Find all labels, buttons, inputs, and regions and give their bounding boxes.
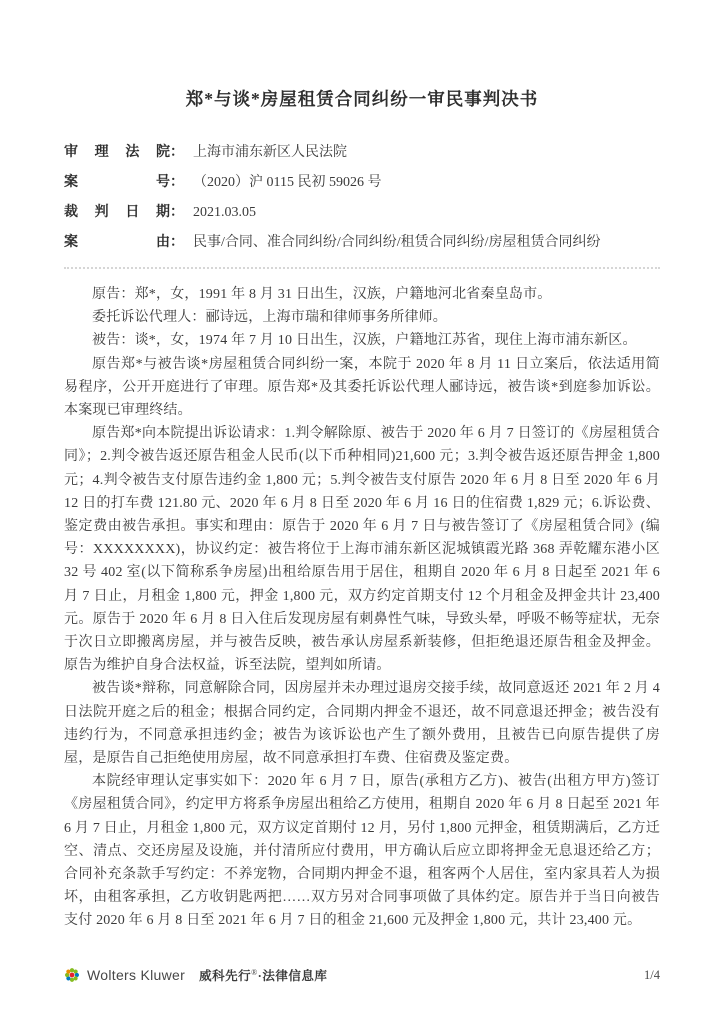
product-name xyxy=(199,966,327,984)
meta-label-case-number: 案号 xyxy=(64,175,170,190)
product-name-suffix: ·法律信息库 xyxy=(257,969,328,983)
paragraph-plaintiff-agent: 委托诉讼代理人：郦诗远，上海市瑞和律师事务所律师。 xyxy=(92,310,447,326)
meta-colon: ： xyxy=(170,235,184,250)
paragraph-defendant-defense: 被告谈*辩称，同意解除合同，因房屋并未办理过退房交接手续，故同意返还 2021 年 2 月 4 日法院开庭之后的租金；根据合同约定，合同期内押金不退还，故不同意退还押金；被告没有违约行为，不同意承担违约金；被告为该诉讼也产生了额外费用，且被告已向原告提供了房屋，是原告自己拒绝使用房屋，故不同意承担打车费、住宿费及鉴定费。 xyxy=(64,681,660,767)
meta-label-cause-of-action: 案由 xyxy=(64,235,170,250)
meta-value-court: 上海市浦东新区人民法院 xyxy=(193,145,347,160)
paragraph-defendant: 被告：谈*，女，1974 年 7 月 10 日出生，汉族，户籍地江苏省，现住上海市浦东新区。 xyxy=(92,333,637,349)
page-footer xyxy=(64,966,660,984)
meta-row-cause-of-action xyxy=(64,228,660,258)
meta-value-cause-of-action: 民事/合同、准合同纠纷/合同纠纷/租赁合同纠纷/房屋租赁合同纠纷 xyxy=(193,235,601,250)
meta-colon: ： xyxy=(170,175,184,190)
section-divider xyxy=(64,267,660,269)
paragraph-court-findings: 本院经审理认定事实如下：2020 年 6 月 7 日，原告(承租方乙方)、被告(出租方甲方)签订《房屋租赁合同》，约定甲方将系争房屋出租给乙方使用，租期自 2020 年 6 月 8 日起至 2021 年 6 月 7 日止，月租金 1,800 元，双方议定首期付 12 月，另付 1,800 元押金，租赁期满后，乙方迁空、清点、交还房屋及设施，并付清所应付费用，甲方确认后应立即将押金无息退还给乙方；合同补充条款手写约定：不养宠物，合同期内押金不退，租客两个人居住，室内家具若人为损坏，由租客承担，乙方收钥匙两把……双方另对合同事项做了具体约定。原告并于当日向被告支付 2020 年 6 月 8 日至 2021 年 6 月 7 日的租金 21,600 元及押金 1,800 元，共计 23,400 元。 xyxy=(64,774,660,929)
meta-label-judgment-date: 裁判日期 xyxy=(64,205,170,220)
meta-row-court xyxy=(64,138,660,168)
brand-name: Wolters Kluwer xyxy=(87,967,186,983)
meta-row-judgment-date xyxy=(64,198,660,228)
paragraph-plaintiff-claims: 原告郑*向本院提出诉讼请求：1.判令解除原、被告于 2020 年 6 月 7 日签订的《房屋租赁合同》；2.判令被告返还原告租金人民币(以下币种相同)21,600 元；3.判令被告返还原告押金 1,800 元；4.判令被告支付原告违约金 1,800 元；5.判令被告支付原告 2020 年 6 月 8 日至 2020 年 6 月 12 日的打车费 121.80 元、2020 年 6 月 8 日至 2020 年 6 月 16 日的住宿费 1,829 元；6.诉讼费、鉴定费由被告承担。事实和理由：原告于 2020 年 6 月 7 日与被告签订了《房屋租赁合同》(编号：XXXXXXXX)，协议约定：被告将位于上海市浦东新区泥城镇霞光路 368 弄乾耀东港小区 32 号 402 室(以下简称系争房屋)出租给原告用于居住，租期自 2020 年 6 月 8 日起至 2021 年 6 月 7 日止，月租金 1,800 元，押金 1,800 元，双方约定首期支付 12 个月租金及押金共计 23,400 元。原告于 2020 年 6 月 8 日入住后发现房屋有刺鼻性气味，导致头晕，呼吸不畅等症状，无奈于次日立即搬离房屋，并与被告反映，被告承认房屋系新装修，但拒绝退还原告租金及押金。原告为维护自身合法权益，诉至法院，望判如所请。 xyxy=(64,426,660,674)
meta-value-case-number: （2020）沪 0115 民初 59026 号 xyxy=(193,175,382,190)
meta-row-case-number xyxy=(64,168,660,198)
wolters-kluwer-logo-icon xyxy=(64,967,80,983)
meta-colon: ： xyxy=(170,205,184,220)
footer-brand xyxy=(64,966,327,984)
judgment-body xyxy=(64,283,660,933)
page-title: 郑*与谈*房屋租赁合同纠纷一审民事判决书 xyxy=(185,89,539,109)
meta-value-judgment-date: 2021.03.05 xyxy=(193,205,256,220)
case-meta-block xyxy=(64,138,660,258)
product-name-main: 威科先行 xyxy=(199,969,252,983)
meta-colon: ： xyxy=(170,145,184,160)
paragraph-plaintiff: 原告：郑*，女，1991 年 8 月 31 日出生，汉族，户籍地河北省秦皇岛市。 xyxy=(92,287,552,302)
paragraph-case-intro: 原告郑*与被告谈*房屋租赁合同纠纷一案，本院于 2020 年 8 月 11 日立案后，依法适用简易程序，公开开庭进行了审理。原告郑*及其委托诉讼代理人郦诗远，被告谈*到庭参加诉讼。本案现已审理终结。 xyxy=(64,356,660,419)
page-number: 1/4 xyxy=(644,967,660,982)
meta-label-court: 审理法院 xyxy=(64,145,170,160)
registered-mark: ® xyxy=(251,967,258,977)
